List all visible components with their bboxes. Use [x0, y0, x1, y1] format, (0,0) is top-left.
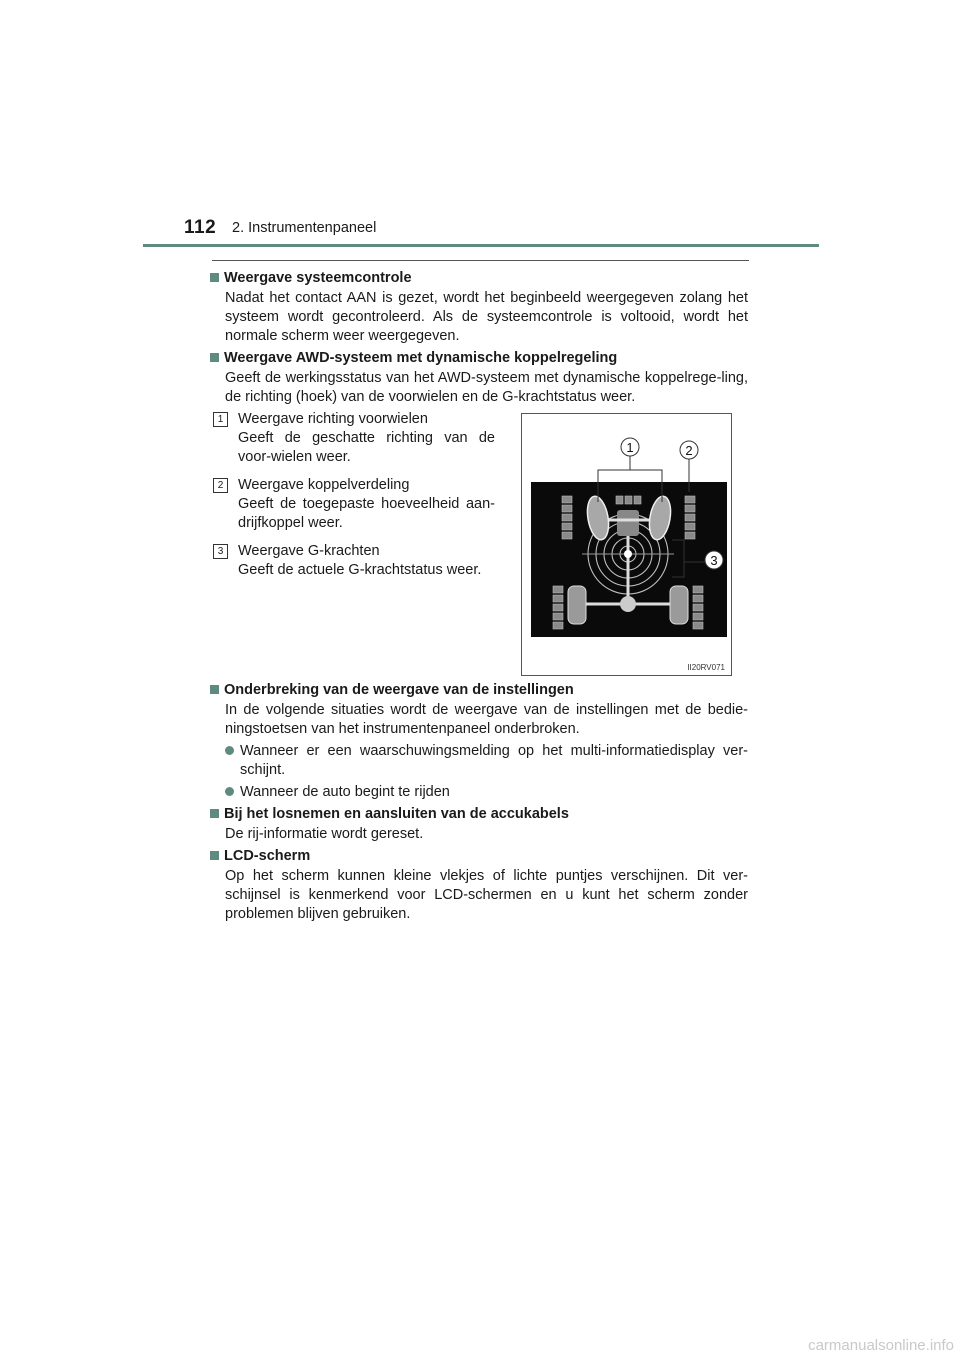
callout-desc: Geeft de geschatte richting van de voor-wielen weer. — [238, 430, 495, 465]
list-item: Wanneer de auto begint te rijden — [225, 783, 748, 802]
section-text: Op het scherm kunnen kleine vlekjes of lichte puntjes verschijnen. Dit ver-schijnsel is kenmerkend voor LCD-schermen en u kunt het scherm zonder problemen blijven gebruiken. — [225, 868, 748, 922]
page-number: 112 — [184, 217, 217, 238]
round-bullet-icon — [225, 787, 234, 796]
figure-label-2: 2 — [685, 443, 693, 458]
callout-title: Weergave richting voorwielen — [238, 411, 428, 427]
watermark: carmanualsonline.info — [808, 1337, 954, 1354]
callout-title: Weergave G-krachten — [238, 543, 380, 559]
chapter-title: 2. Instrumentenpaneel — [232, 220, 377, 236]
section-heading: LCD-scherm — [210, 847, 748, 866]
figure-label-1: 1 — [626, 440, 634, 455]
section-rule — [212, 260, 749, 261]
section-text: De rij-informatie wordt gereset. — [225, 826, 424, 842]
callout-item — [210, 410, 495, 467]
callout-desc: Geeft de actuele G-krachtstatus weer. — [238, 562, 482, 578]
square-bullet-icon — [210, 353, 219, 362]
section-text: Nadat het contact AAN is gezet, wordt het beginbeeld weergegeven zolang het systeem wordt gecontroleerd. Als de systeemcontrole is voltooid, wordt het normale scherm weer weergegeven. — [225, 290, 748, 344]
header-rule — [143, 244, 819, 247]
section-text: In de volgende situaties wordt de weergave van de instellingen met de bedie-ningstoetsen van het instrumentenpaneel onderbroken. — [225, 702, 748, 737]
awd-display-illustration — [522, 414, 731, 675]
figure-label-3: 3 — [710, 553, 718, 568]
figure-code: II20RV071 — [687, 663, 725, 672]
callout-item — [210, 542, 495, 580]
callout-number: 2 — [213, 478, 228, 493]
callout-item — [210, 476, 495, 533]
awd-display-figure — [521, 413, 732, 676]
round-bullet-icon — [225, 746, 234, 755]
square-bullet-icon — [210, 273, 219, 282]
callout-list — [210, 410, 495, 589]
callout-number: 1 — [213, 412, 228, 427]
callout-number: 3 — [213, 544, 228, 559]
square-bullet-icon — [210, 851, 219, 860]
section-heading: Weergave systeemcontrole — [210, 269, 748, 288]
list-item: Wanneer er een waarschuwingsmelding op het multi-informatiedisplay ver-schijnt. — [225, 742, 748, 780]
square-bullet-icon — [210, 685, 219, 694]
section-heading: Bij het losnemen en aansluiten van de accukabels — [210, 805, 748, 824]
callout-desc: Geeft de toegepaste hoeveelheid aan-drijfkoppel weer. — [238, 496, 495, 531]
square-bullet-icon — [210, 809, 219, 818]
section-heading: Onderbreking van de weergave van de instellingen — [210, 681, 748, 700]
callout-title: Weergave koppelverdeling — [238, 477, 410, 493]
section-text: Geeft de werkingsstatus van het AWD-systeem met dynamische koppelrege-ling, de richting (hoek) van de voorwielen en de G-krachtstatus weer. — [225, 370, 748, 405]
section-heading: Weergave AWD-systeem met dynamische koppelregeling — [210, 349, 748, 368]
